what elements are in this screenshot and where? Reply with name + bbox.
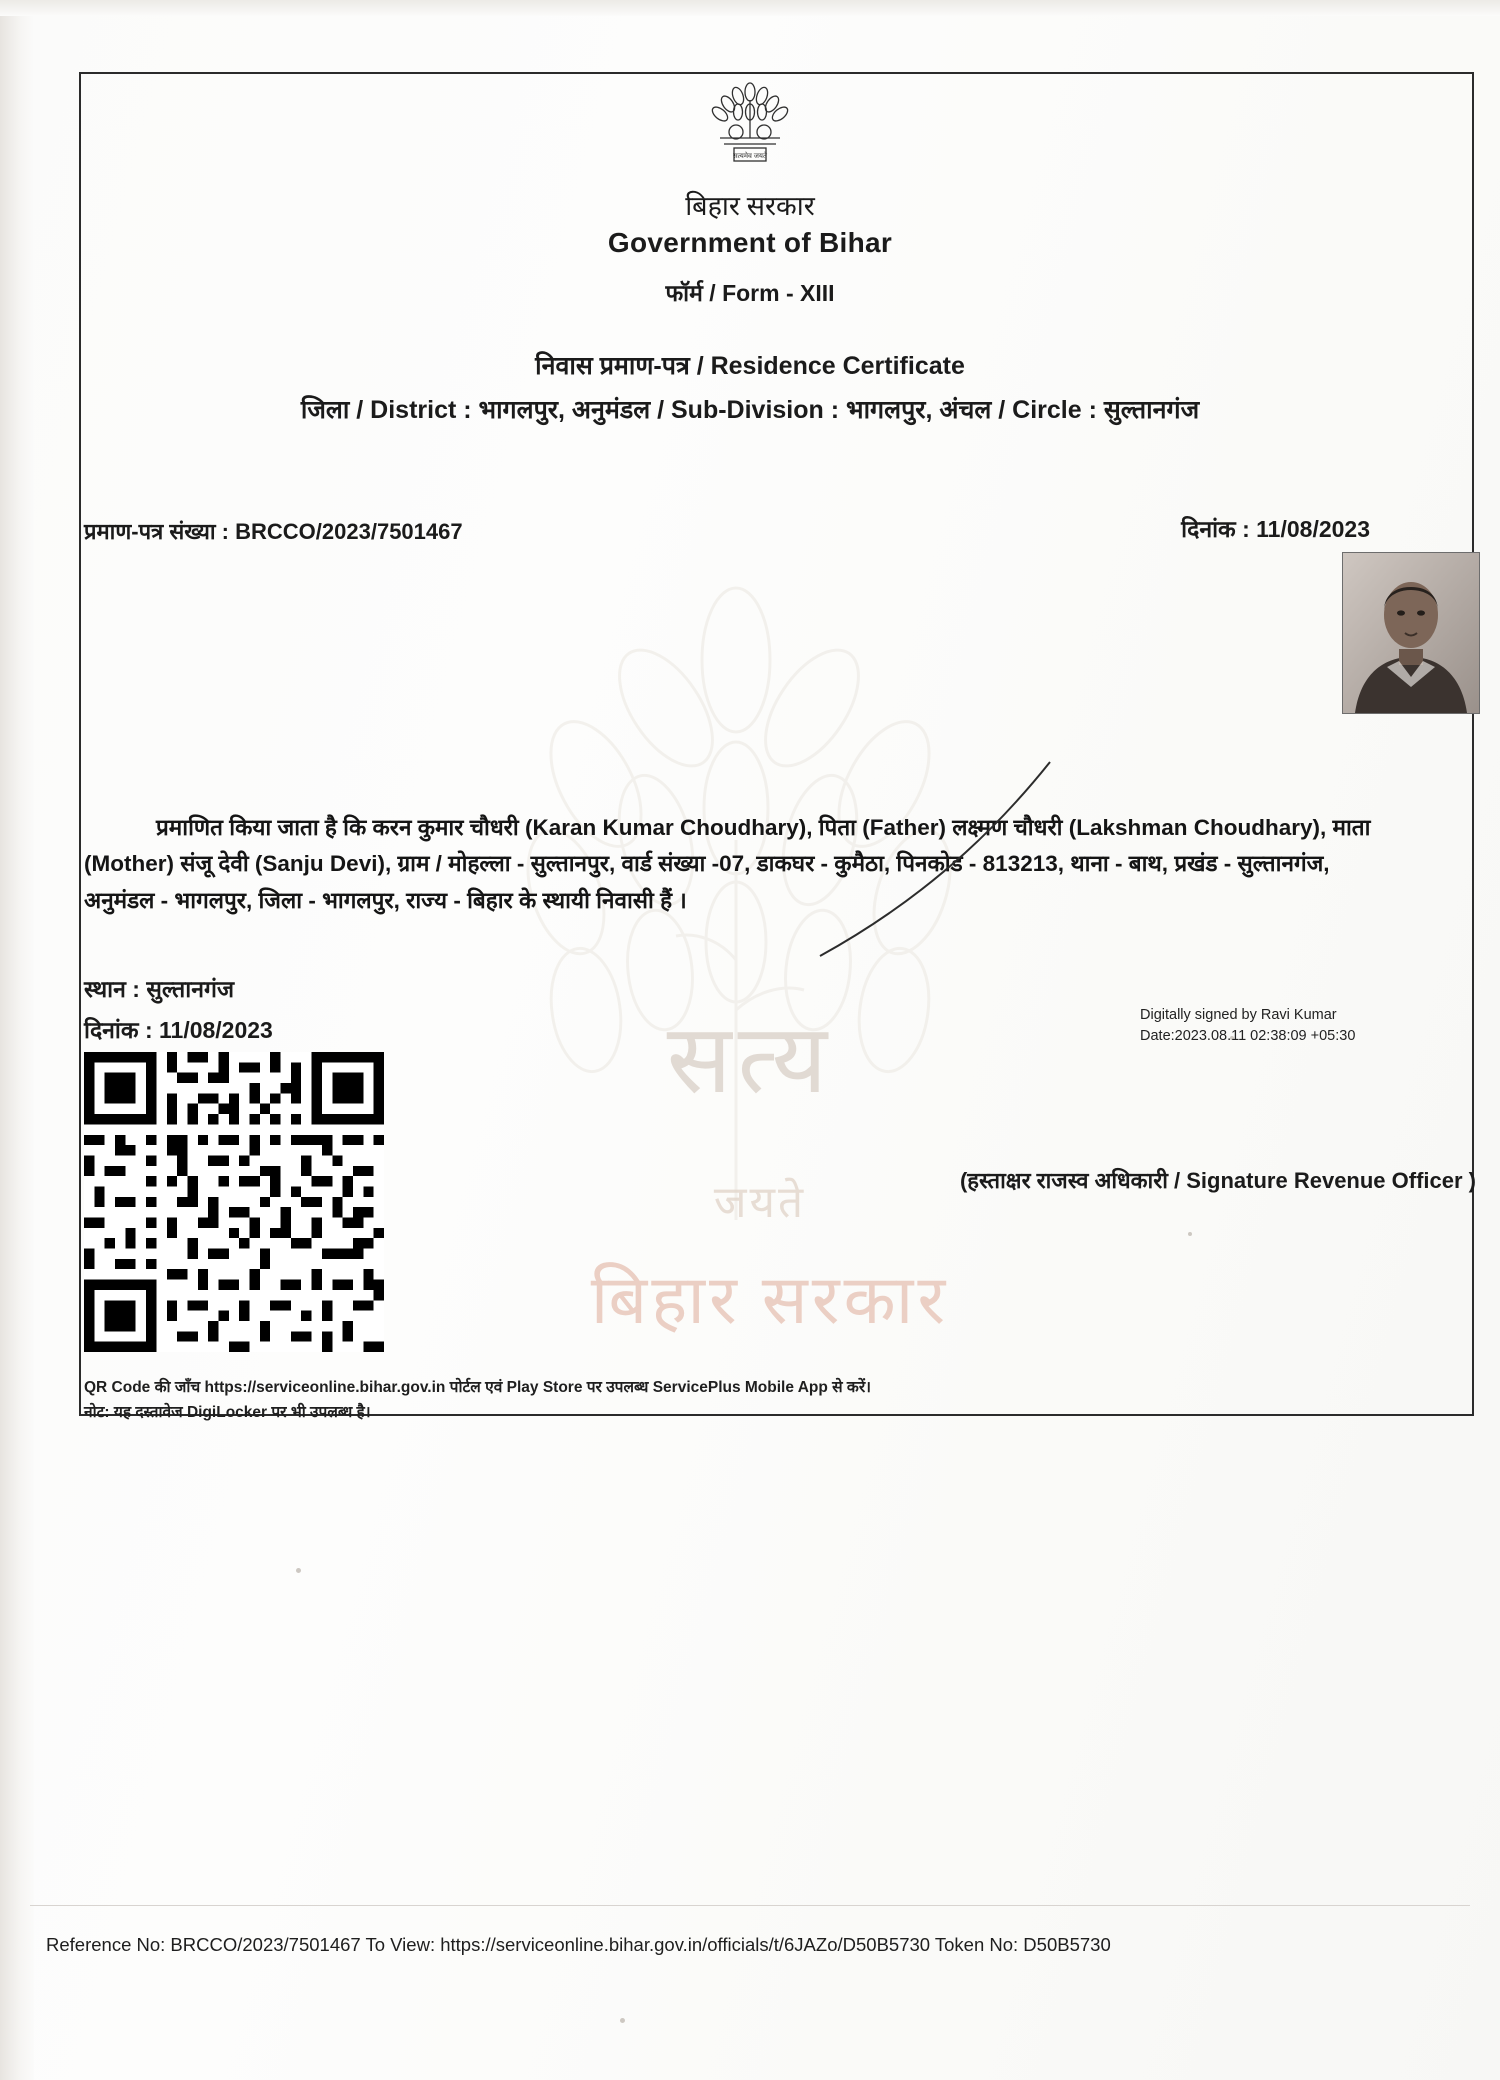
certificate-number-label: प्रमाण-पत्र संख्या : bbox=[84, 519, 229, 544]
district-subdivision-circle-line: जिला / District : भागलपुर, अनुमंडल / Sub-Division : भागलपुर, अंचल / Circle : सुल्तानगंज bbox=[300, 396, 1200, 424]
scan-edge-shadow-top bbox=[0, 0, 1500, 16]
bihar-government-emblem-icon bbox=[690, 82, 810, 170]
certificate-number-line bbox=[84, 516, 463, 546]
certificate-date-line bbox=[1181, 512, 1370, 544]
government-english-title: Government of Bihar bbox=[607, 227, 893, 258]
certificate-date-label: दिनांक : bbox=[1181, 516, 1250, 542]
scan-speck bbox=[620, 2018, 625, 2023]
applicant-photograph bbox=[1342, 552, 1480, 714]
government-hindi-title: बिहार सरकार bbox=[685, 191, 815, 221]
issue-place-label: स्थान : bbox=[84, 976, 140, 1002]
footer-divider bbox=[30, 1905, 1470, 1906]
signature-caption: (हस्ताक्षर राजस्व अधिकारी / Signature Revenue Officer ) bbox=[959, 1168, 1476, 1193]
issue-date-value: 11/08/2023 bbox=[159, 1017, 273, 1043]
form-label: फॉर्म / Form - XIII bbox=[665, 280, 835, 306]
digital-signature-block bbox=[1140, 1005, 1355, 1047]
watermark-text-bihar-sarkar: बिहार सरकार bbox=[590, 1262, 950, 1338]
certificate-number-value: BRCCO/2023/7501467 bbox=[235, 519, 463, 544]
watermark-text-satya: सत्य bbox=[666, 1006, 834, 1113]
digital-signature-signer: Digitally signed by Ravi Kumar bbox=[1140, 1007, 1337, 1023]
certificate-date-value: 11/08/2023 bbox=[1256, 516, 1370, 542]
digilocker-note: नोट: यह दस्तावेज DigiLocker पर भी उपलब्ध है। bbox=[84, 1404, 371, 1421]
issue-place-value: सुल्तानगंज bbox=[146, 976, 235, 1002]
digital-signature-timestamp: Date:2023.08.11 02:38:09 +05:30 bbox=[1140, 1028, 1356, 1045]
qr-verification-note: QR Code की जाँच https://serviceonline.bihar.gov.in पोर्टल एवं Play Store पर उपलब्ध ServicePlus Mobile App से करें। bbox=[84, 1379, 872, 1396]
watermark-text-jayate: जयते bbox=[713, 1178, 807, 1227]
svg-text:सत्यमेव जयते: सत्यमेव जयते bbox=[733, 152, 767, 160]
issue-date-label: दिनांक : bbox=[84, 1017, 153, 1043]
scan-edge-shadow-left bbox=[0, 0, 34, 2080]
certificate-title: निवास प्रमाण-पत्र / Residence Certificate bbox=[535, 352, 965, 380]
footer-reference-line: Reference No: BRCCO/2023/7501467 To View: https://serviceonline.bihar.gov.in/officials/t/6JAZo/D50B5730 Token No: D50B5730 bbox=[46, 1934, 1111, 1955]
certificate-body-text: प्रमाणित किया जाता है कि करन कुमार चौधरी (Karan Kumar Choudhary), पिता (Father) लक्ष्मण चौधरी (Lakshman Choudhary), माता (Mother) संजू देवी (Sanju Devi), ग्राम / मोहल्ला - सुल्तानपुर, वार्ड संख्या -07, डाकघर - कुमैठा, पिनकोड - 813213, थाना - बाथ, प्रखंड - सुल्तानगंज, अनुमंडल - भागलपुर, जिला - भागलपुर, राज्य - बिहार के स्थायी निवासी हैं । bbox=[84, 815, 1371, 913]
issue-date-line bbox=[84, 1013, 273, 1045]
scan-speck bbox=[296, 1568, 301, 1573]
qr-code[interactable] bbox=[84, 1052, 384, 1352]
issue-place-line bbox=[84, 972, 234, 1004]
